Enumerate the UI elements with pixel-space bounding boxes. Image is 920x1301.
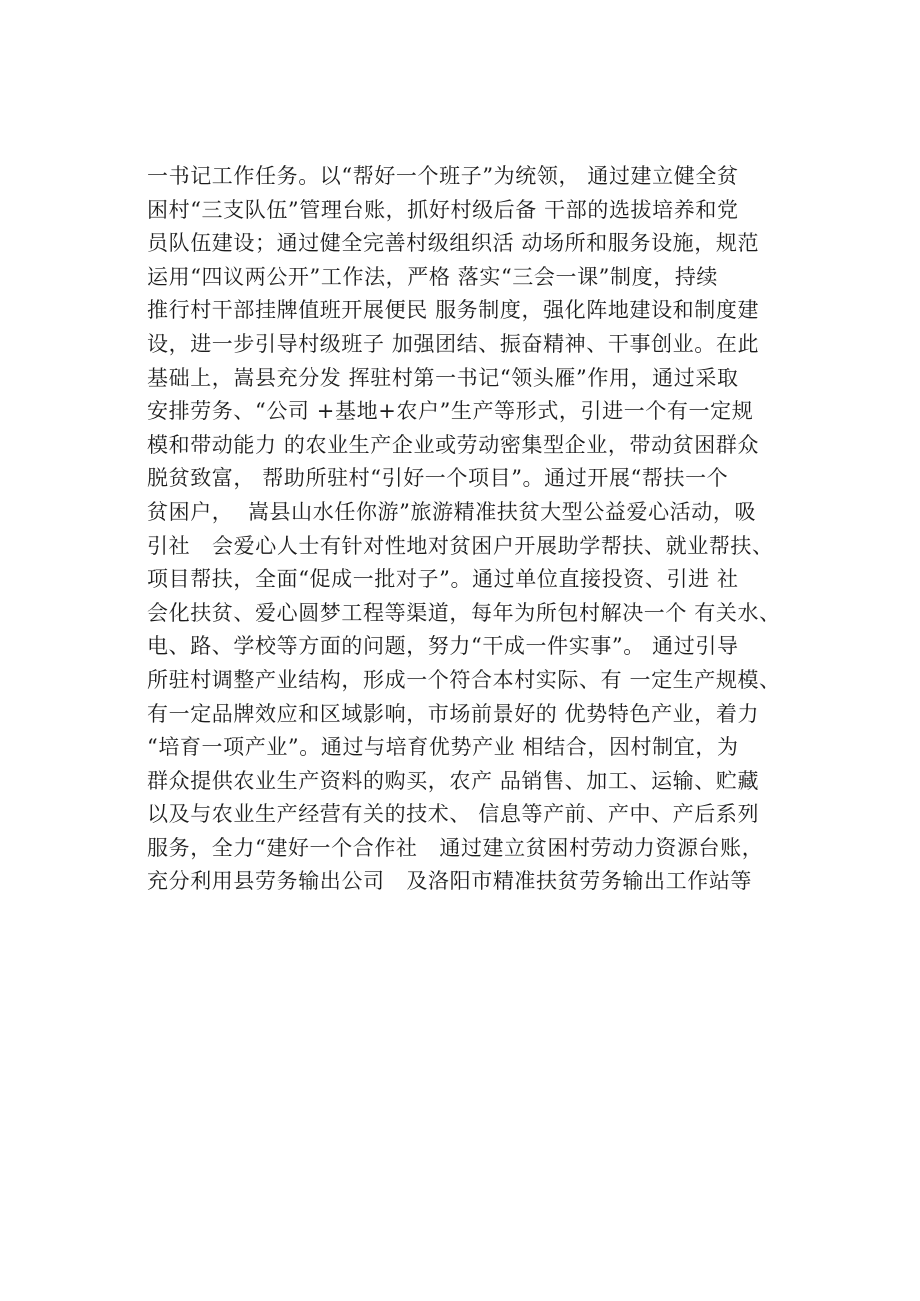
text-line: “培育一项产业”。通过与培育优势产业 相结合，因村制宜，为 bbox=[147, 735, 739, 760]
text-line: 安排劳务、“公司 +基地+农户”生产等形式，引进一个有一定规 bbox=[147, 399, 754, 424]
text-line: 困村“三支队伍”管理台账，抓好村级后备 干部的选拔培养和党 bbox=[147, 197, 739, 222]
text-line: 运用“四议两公开”工作法，严格 落实“三会一课”制度，持续 bbox=[147, 264, 719, 289]
text-line: 模和带动能力 的农业生产企业或劳动密集型企业，带动贫困群众 bbox=[147, 432, 760, 457]
text-line: 服务，全力“建好一个合作社 通过建立贫困村劳动力资源台账， bbox=[147, 835, 764, 860]
text-line: 设，进一步引导村级班子 加强团结、振奋精神、干事创业。在此 bbox=[147, 331, 760, 356]
text-line: 项目帮扶，全面“促成一批对子”。通过单位直接投资、引进 社 bbox=[147, 567, 739, 592]
text-line: 员队伍建设；通过健全完善村级组织活 动场所和服务设施，规范 bbox=[147, 231, 760, 256]
text-line: 引社 会爱心人士有针对性地对贫困户开展助学帮扶、就业帮扶、 bbox=[147, 533, 774, 558]
text-line: 所驻村调整产业结构，形成一个符合本村实际、有 一定生产规模、 bbox=[147, 667, 781, 692]
text-line: 推行村干部挂牌值班开展便民 服务制度，强化阵地建设和制度建 bbox=[147, 298, 760, 323]
text-line: 贫困户， 嵩县山水任你游”旅游精准扶贫大型公益爱心活动，吸 bbox=[147, 499, 757, 524]
text-line: 电、路、学校等方面的问题，努力“干成一件实事”。 通过引导 bbox=[147, 634, 739, 659]
text-line: 会化扶贫、爱心圆梦工程等渠道，每年为所包村解决一个 有关水、 bbox=[147, 600, 781, 625]
text-line: 以及与农业生产经营有关的技术、 信息等产前、产中、产后系列 bbox=[147, 802, 760, 827]
text-line: 一书记工作任务。以“帮好一个班子”为统领， 通过建立健全贫 bbox=[147, 164, 739, 188]
text-line: 充分利用县劳务输出公司 及洛阳市精准扶贫劳务输出工作站等 bbox=[147, 869, 753, 894]
text-line: 脱贫致富， 帮助所驻村“引好一个项目”。通过开展“帮扶一个 bbox=[147, 466, 729, 491]
body-paragraph bbox=[147, 160, 807, 899]
text-line: 群众提供农业生产资料的购买，农产 品销售、加工、运输、贮藏 bbox=[147, 768, 760, 793]
text-line: 有一定品牌效应和区域影响，市场前景好的 优势特色产业，着力 bbox=[147, 701, 760, 726]
text-line: 基础上，嵩县充分发 挥驻村第一书记“领头雁”作用，通过采取 bbox=[147, 365, 739, 390]
